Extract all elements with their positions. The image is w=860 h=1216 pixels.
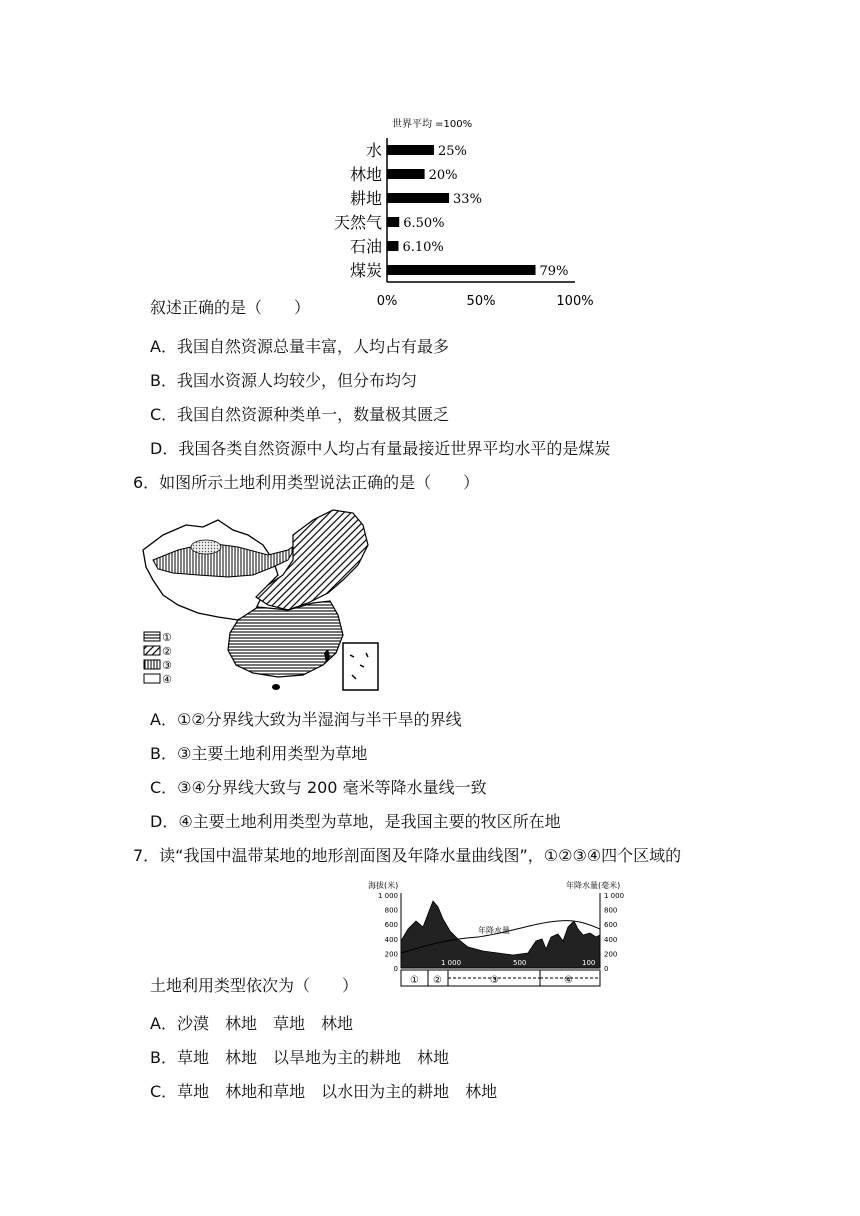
x-tick-label: 100% — [556, 294, 594, 309]
q7-stem-continued: 土地利用类型依次为（ ） — [150, 976, 359, 995]
q6-option-d[interactable]: D．④主要土地利用类型为草地，是我国主要的牧区所在地 — [150, 812, 561, 831]
value-label: 33% — [453, 192, 482, 207]
category-label: 水 — [365, 141, 382, 160]
left-axis-label: 海拔(米) — [368, 881, 399, 890]
right-axis-label: 年降水量(毫米) — [566, 881, 621, 890]
q6-option-a[interactable]: A．①②分界线大致为半湿润与半干旱的界线 — [150, 710, 462, 729]
bar — [387, 169, 425, 179]
category-label: 煤炭 — [349, 261, 382, 280]
x-tick-label: 50% — [466, 294, 496, 309]
left-tick-label: 1 000 — [377, 892, 398, 900]
q7-option-a[interactable]: A．沙漠 林地 草地 林地 — [150, 1014, 353, 1033]
terrain-profile-figure — [368, 879, 630, 991]
bar — [387, 265, 536, 275]
right-tick-label: 800 — [604, 906, 618, 915]
region-3-label: ③ — [490, 975, 499, 986]
value-label: 6.10% — [402, 240, 444, 255]
value-label: 6.50% — [403, 216, 445, 231]
category-label: 石油 — [349, 237, 382, 256]
bottom-tick-1: 1 000 — [441, 959, 462, 967]
value-label: 25% — [438, 144, 467, 159]
legend-1: ① — [162, 631, 172, 644]
q6-option-b[interactable]: B．③主要土地利用类型为草地 — [150, 744, 368, 763]
right-tick-label: 0 — [604, 965, 609, 973]
category-label: 天然气 — [333, 213, 382, 232]
south-sea-inset — [343, 643, 378, 690]
left-tick-label: 400 — [384, 935, 398, 944]
legend-2: ② — [162, 645, 172, 658]
region-4-label: ④ — [564, 975, 573, 986]
map-legend — [144, 631, 172, 686]
q5-option-c[interactable]: C．我国自然资源种类单一，数量极其匮乏 — [150, 405, 450, 424]
q6-option-c[interactable]: C．③④分界线大致与 200 毫米等降水量线一致 — [150, 778, 487, 797]
value-label: 79% — [539, 264, 569, 279]
q5-option-d[interactable]: D．我国各类自然资源中人均占有量最接近世界平均水平的是煤炭 — [150, 439, 611, 458]
bottom-tick-3: 100 — [582, 959, 596, 967]
right-tick-label: 200 — [604, 950, 618, 959]
chart-title: 世界平均 =100% — [392, 119, 473, 130]
hainan-island — [272, 684, 280, 690]
land-use-map — [138, 505, 388, 697]
legend-4: ④ — [162, 673, 172, 686]
bar — [387, 241, 398, 251]
right-tick-label: 600 — [604, 921, 618, 930]
value-label: 20% — [428, 168, 458, 183]
left-tick-label: 600 — [384, 921, 398, 930]
region-1-label: ① — [410, 975, 419, 986]
basin-dots — [191, 540, 221, 554]
left-tick-label: 800 — [384, 906, 398, 915]
q6-stem: 6．如图所示土地利用类型说法正确的是（ ） — [133, 473, 480, 492]
right-tick-label: 1 000 — [604, 892, 625, 900]
bar — [387, 217, 399, 227]
left-tick-label: 0 — [393, 965, 398, 973]
right-tick-label: 400 — [604, 935, 618, 944]
curve-label: 年降水量 — [478, 926, 510, 935]
q5-stem: 叙述正确的是（ ） — [150, 298, 311, 317]
q7-stem: 7．读“我国中温带某地的地形剖面图及年降水量曲线图”，①②③④四个区域的 — [133, 846, 682, 865]
q5-option-a[interactable]: A．我国自然资源总量丰富，人均占有最多 — [150, 337, 449, 356]
category-label: 耕地 — [349, 189, 382, 208]
q7-option-c[interactable]: C．草地 林地和草地 以水田为主的耕地 林地 — [150, 1082, 498, 1101]
region-2-label: ② — [433, 975, 442, 986]
legend-3: ③ — [162, 659, 172, 672]
q7-option-b[interactable]: B．草地 林地 以旱地为主的耕地 林地 — [150, 1048, 449, 1067]
left-tick-label: 200 — [384, 950, 398, 959]
bar — [387, 145, 434, 155]
category-label: 林地 — [349, 165, 382, 184]
x-tick-label: 0% — [376, 294, 398, 309]
bottom-tick-2: 500 — [513, 959, 527, 967]
q5-option-b[interactable]: B．我国水资源人均较少，但分布均匀 — [150, 371, 417, 390]
bar — [387, 193, 449, 203]
resource-per-capita-chart — [330, 112, 610, 312]
